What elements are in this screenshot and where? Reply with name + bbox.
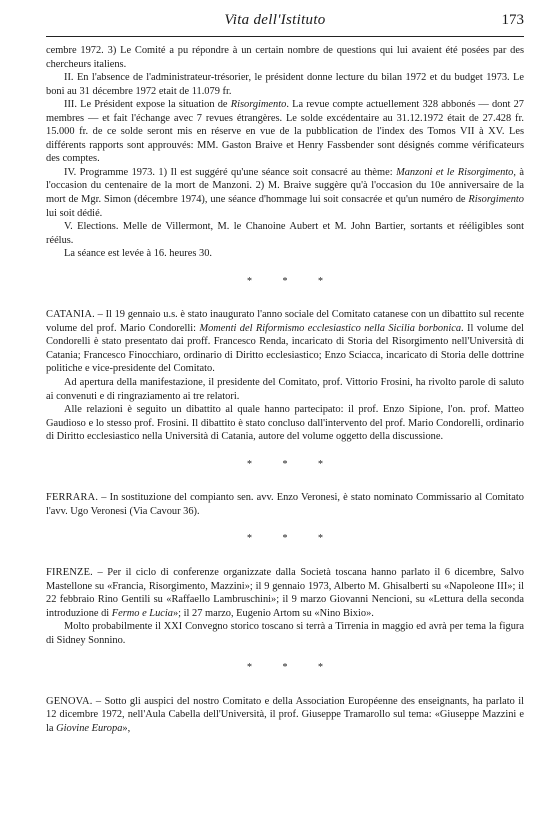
section-separator: * * * <box>247 662 337 674</box>
italic-text: Manzoni et le Risorgimento <box>396 166 514 178</box>
paragraph <box>46 166 524 220</box>
text-run: , à l'occasion du centenaire de la mort de Manzoni. 2) M. Braive suggère qu'à l'occasion du 10e anniversaire de la mort de Mgr. Simon (décembre 1974), une séance d'hommage lui soit consacrée et qu'un numéro de <box>46 166 525 206</box>
text-run: . La revue compte actuellement 328 abbonés — dont 27 membres — et fait l'échange avec 7 revues étrangères. Le solde excédentaire au 31.12.1972 était de 27.428 fr. 15.000 fr. de ce solde seront mis en réserve en vue de la pubblication de l'index des Tomos VII à XV. Les différents rapports sont approuvés: MM. Gaston Braive et Henry Fassbender sont désignés comme vérificateurs des comptes. <box>46 99 524 165</box>
italic-text: Fermo e Lucia <box>111 607 173 619</box>
running-header <box>0 12 550 34</box>
paragraph <box>46 71 524 98</box>
section-place-name: GENOVA. <box>46 695 93 707</box>
section-place-name: FIRENZE. <box>46 566 93 578</box>
text-run: – In sostituzione del compianto sen. avv. Enzo Veronesi, è stato nominato Commissario al Comitato l'avv. Ugo Veronesi (Via Cavour 36). <box>46 492 524 517</box>
section-block <box>46 308 524 443</box>
text-run: – Il 19 gennaio u.s. è stato inaugurato l'anno sociale del Comitato catanese con un dibattito sul recente volume del prof. Mario Condorelli: <box>46 309 524 334</box>
text-run: II. En l'absence de l'administrateur-trésorier, le président donne lecture du bilan 1972 et du budget 1973. Le boni au 31 décembre 1972 etait de 11.079 fr. <box>46 72 524 97</box>
paragraph <box>46 247 524 261</box>
page-body <box>46 44 524 735</box>
text-run: Alle relazioni è seguito un dibattito al quale hanno partecipato: il prof. Enzo Sipione, l'on. prof. Matteo Gaudioso e lo stesso prof. Frosini. Il dibattito è stato concluso dall'intervento del prof. Mario Condorelli, ordinario di Diritto ecclesiastico nella Università di Catania, autore del volume oggetto della discussione. <box>46 404 524 443</box>
text-run: – Sotto gli auspici del nostro Comitato e della Association Européenne des enseignants, ha parlato il 12 dicembre 1972, nell'Aula Cabella dell'Università, il prof. Giuseppe Tramarollo sul tema: «Giuseppe Mazzini e la <box>46 695 524 734</box>
section-place-name: FERRARA. <box>46 492 99 504</box>
italic-text: Risorgimento <box>468 194 524 206</box>
italic-text: Momenti del Riformismo ecclesiastico nella Sicilia borbonica <box>199 322 462 334</box>
section-place-name: CATANIA. <box>46 309 95 321</box>
italic-text: Risorgimento <box>230 99 287 111</box>
text-run: V. Elections. Melle de Villermont, M. le Chanoine Aubert et M. John Bartier, sortants et rééligibles sont réélus. <box>46 221 524 246</box>
paragraph <box>46 308 524 376</box>
paragraph <box>46 620 524 647</box>
section-block <box>46 695 524 736</box>
section-block <box>46 44 524 261</box>
text-run: IV. Programme 1973. 1) Il est suggéré qu'une séance soit consacré au thème: <box>64 166 397 178</box>
text-run: La séance est levée à 16. heures 30. <box>64 248 212 260</box>
paragraph <box>46 376 524 403</box>
running-title: Vita dell'Istituto <box>224 12 326 28</box>
section-separator: * * * <box>247 275 337 287</box>
text-run: Ad apertura della manifestazione, il presidente del Comitato, prof. Vittorio Frosini, ha rivolto parole di saluto ai convenuti e di ringraziamento ai tre relatori. <box>46 377 524 402</box>
paragraph <box>46 566 524 620</box>
section-block <box>46 566 524 647</box>
text-run: . Il volume del Condorelli è stato presentato dai proff. Francesco Renda, incaricato di Storia del Risorgimento nell'Università di Catania; Francesco Finocchiaro, ordinario di Diritto ecclesiastico; Enzo Sciacca, incaricato di Storia delle dottrine politiche e vice-presidente del Comitato. <box>46 322 524 375</box>
paragraph <box>46 403 524 444</box>
text-run: cembre 1972. 3) Le Comité a pu répondre à un certain nombre de questions qui lui avaient été posées par des chercheurs italiens. <box>46 45 524 70</box>
paragraph <box>46 44 524 71</box>
header-rule <box>46 36 524 37</box>
section-separator: * * * <box>247 458 337 470</box>
text-run: »; il 27 marzo, Eugenio Artom su «Nino Bixio». <box>172 607 374 619</box>
paragraph <box>46 98 524 166</box>
paragraph <box>46 695 524 736</box>
paragraph <box>46 220 524 247</box>
text-run: III. Le Président expose la situation de <box>64 99 231 111</box>
text-run: – Per il ciclo di conferenze organizzate dalla Società toscana hanno parlato il 6 dicembre, Salvo Mastellone su «Francia, Risorgimento, Mazzini»; il 9 gennaio 1973, Alberto M. Ghisalberti su «Napoleone III»; il 22 febbraio Rino Gentili su «Raffaello Lambruschini»; il 9 marzo Giovanni Nencioni, su «Lettura della seconda introduzione di <box>46 566 524 619</box>
page-number: 173 <box>501 12 524 28</box>
italic-text: Giovine Europa <box>56 722 123 734</box>
text-run: », <box>122 722 131 734</box>
section-block <box>46 491 524 518</box>
paragraph <box>46 491 524 518</box>
text-run: lui soit dédié. <box>46 207 103 219</box>
section-separator: * * * <box>247 533 337 545</box>
text-run: Molto probabilmente il XXI Convegno storico toscano si terrà a Tirrenia in maggio ed avrà per tema la figura di Sidney Sonnino. <box>46 621 524 646</box>
